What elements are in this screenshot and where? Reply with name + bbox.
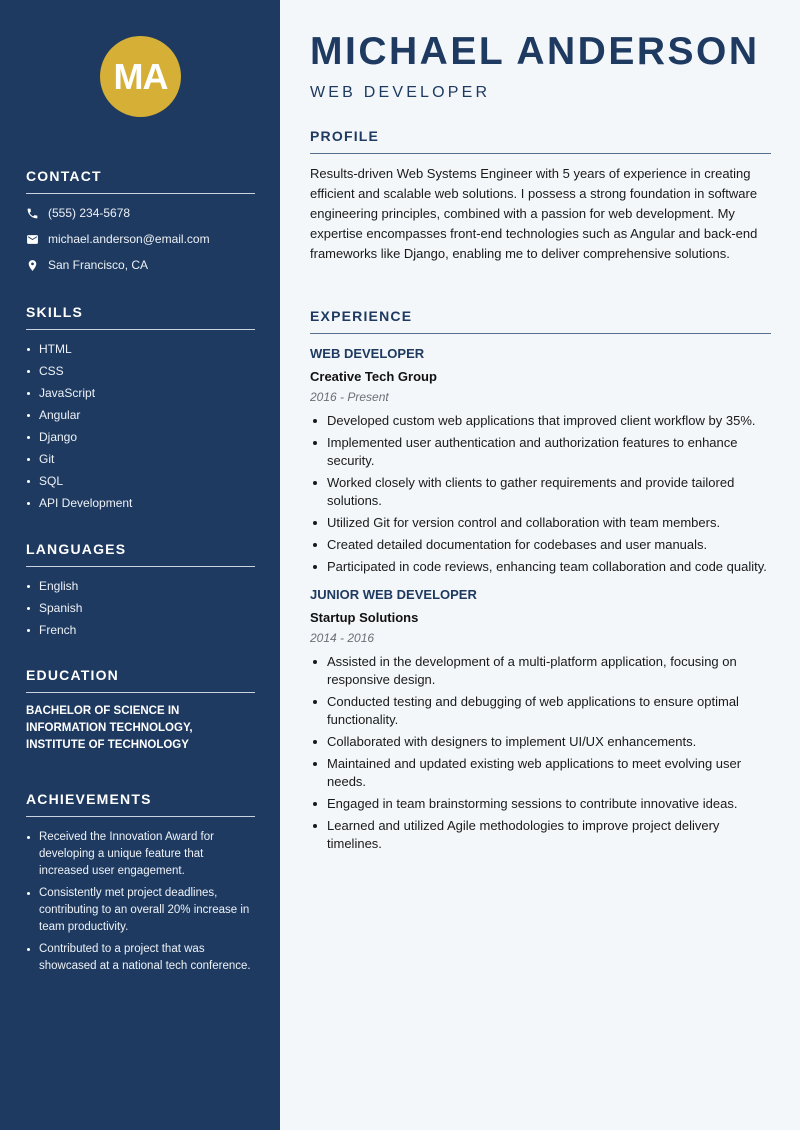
divider [26,816,255,817]
contact-location [26,252,255,278]
section-heading: EDUCATION [26,667,119,683]
skill-item: Django [26,427,255,449]
skill-item: API Development [26,493,255,515]
section-heading: SKILLS [26,304,83,320]
job-bullet: Collaborated with designers to implement UI/UX enhancements. [310,733,771,751]
contact-phone [26,200,255,226]
skills-section [26,303,255,515]
job-bullet: Assisted in the development of a multi-platform application, focusing on responsive design. [310,653,771,689]
job-title: WEB DEVELOPER [310,346,425,361]
phone-text: (555) 234-5678 [48,206,131,220]
company-name: Creative Tech Group [310,369,437,384]
language-item: English [26,576,255,598]
job-bullet: Developed custom web applications that improved client workflow by 35%. [310,412,771,430]
job-bullet: Conducted testing and debugging of web applications to ensure optimal functionality. [310,693,771,729]
education-degree: BACHELOR OF SCIENCE IN INFORMATION TECHNOLOGY, INSTITUTE OF TECHNOLOGY [26,705,193,751]
divider [26,193,255,194]
profile-section [310,127,771,264]
divider [26,566,255,567]
candidate-title: WEB DEVELOPER [310,84,491,101]
achievements-section [26,790,255,980]
skill-item: JavaScript [26,383,255,405]
phone-icon [26,207,39,220]
achievement-item: Contributed to a project that was showcased at a national tech conference. [26,941,255,975]
job-dates: 2014 - 2016 [310,631,375,645]
skill-item: HTML [26,339,255,361]
candidate-name: MICHAEL ANDERSON [310,30,760,73]
achievement-item: Consistently met project deadlines, contributing to an overall 20% increase in team productivity. [26,885,255,936]
skill-item: Git [26,449,255,471]
job-bullet: Implemented user authentication and authorization features to enhance security. [310,434,771,470]
job-bullet: Maintained and updated existing web applications to meet evolving user needs. [310,755,771,791]
header [310,30,771,102]
divider [26,329,255,330]
sidebar [0,0,280,1130]
language-item: Spanish [26,598,255,620]
skill-item: SQL [26,471,255,493]
job-bullet: Created detailed documentation for codebases and user manuals. [310,536,771,554]
experience-section [310,307,771,857]
avatar: MA [100,36,181,117]
job-title: JUNIOR WEB DEVELOPER [310,587,477,602]
section-heading: LANGUAGES [26,541,127,557]
job-bullet: Worked closely with clients to gather requirements and provide tailored solutions. [310,474,771,510]
section-heading: ACHIEVEMENTS [26,791,152,807]
languages-section [26,540,255,642]
job-entry [310,585,771,853]
skill-item: Angular [26,405,255,427]
skill-item: CSS [26,361,255,383]
company-name: Startup Solutions [310,610,419,625]
contact-section [26,167,255,278]
profile-text: Results-driven Web Systems Engineer with 5 years of experience in creating efficient and scalable web solutions. I possess a strong foundation in software engineering principles, combined with a passion for web development. My expertise encompasses front-end technologies such as Angular and back-end frameworks like Django, enabling me to deliver comprehensive solutions. [310,166,758,261]
job-bullet: Engaged in team brainstorming sessions to contribute innovative ideas. [310,795,771,813]
job-bullet: Participated in code reviews, enhancing team collaboration and code quality. [310,558,771,576]
achievement-item: Received the Innovation Award for developing a unique feature that increased user engagement. [26,829,255,880]
language-item: French [26,620,255,642]
section-heading: PROFILE [310,128,380,144]
education-section [26,666,255,754]
job-bullet: Learned and utilized Agile methodologies to improve project delivery timelines. [310,817,771,853]
contact-email [26,226,255,252]
divider [26,692,255,693]
location-text: San Francisco, CA [48,258,149,272]
section-heading: CONTACT [26,168,102,184]
job-entry [310,344,771,576]
job-dates: 2016 - Present [310,390,389,404]
email-text: michael.anderson@email.com [48,232,210,246]
email-icon [26,233,39,246]
section-heading: EXPERIENCE [310,308,413,324]
divider [310,333,771,334]
location-pin-icon [26,259,39,272]
divider [310,153,771,154]
job-bullet: Utilized Git for version control and collaboration with team members. [310,514,771,532]
